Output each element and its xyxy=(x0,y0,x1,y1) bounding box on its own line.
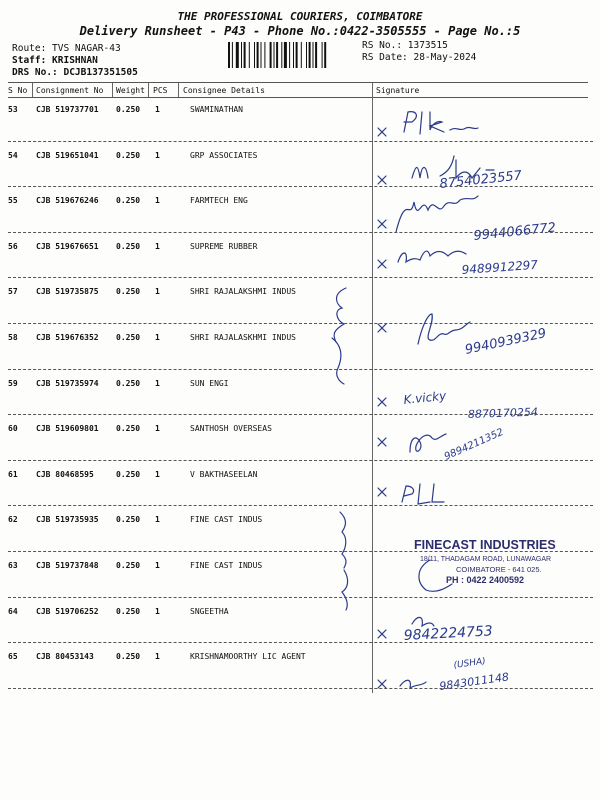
phone-54: 8754023557 xyxy=(438,168,523,192)
cell-weight: 0.250 xyxy=(116,652,141,662)
cell-sno: 62 xyxy=(8,515,18,525)
row-separator xyxy=(8,414,593,415)
cell-consignment: CJB 80468595 xyxy=(36,469,94,479)
cell-consignee: KRISHNAMOORTHY LIC AGENT xyxy=(190,652,306,662)
cell-consignment: CJB 519706252 xyxy=(36,606,99,616)
cell-consignee: FINE CAST INDUS xyxy=(190,561,263,570)
cell-weight: 0.250 xyxy=(116,561,141,570)
col-pcs: PCS xyxy=(153,86,168,95)
row-separator xyxy=(8,277,593,278)
row-separator xyxy=(8,186,593,187)
cell-pcs: 1 xyxy=(155,241,160,251)
cell-pcs: 1 xyxy=(155,561,160,570)
row-separator xyxy=(8,369,593,370)
cell-consignment: CJB 80453143 xyxy=(36,652,94,662)
stamp-company: FINECAST INDUSTRIES xyxy=(414,538,556,552)
cell-sno: 58 xyxy=(8,333,18,342)
cell-pcs: 1 xyxy=(155,606,160,616)
col-sno: S No xyxy=(8,86,28,95)
cell-weight: 0.250 xyxy=(116,196,141,206)
cell-weight: 0.250 xyxy=(116,469,141,479)
row-separator xyxy=(8,597,593,598)
cell-consignee: SHRI RAJALASKHMI INDUS xyxy=(190,333,296,342)
phone-60: 9894211352 xyxy=(442,426,506,463)
document-subtitle: Delivery Runsheet - P43 - Phone No.:0422-3505555 - Page No.:5 xyxy=(79,24,521,38)
cell-consignee: FARMTECH ENG xyxy=(190,196,248,206)
rs-date: RS Date: 28-May-2024 xyxy=(362,52,477,63)
cell-weight: 0.250 xyxy=(116,606,141,616)
cell-pcs: 1 xyxy=(155,378,160,388)
cell-consignee: SUN ENGI xyxy=(190,378,229,388)
drs-number: DRS No.: DCJB137351505 xyxy=(12,67,138,78)
col-consignment: Consignment No xyxy=(36,86,104,95)
cell-pcs: 1 xyxy=(155,652,160,662)
cell-sno: 65 xyxy=(8,652,18,662)
company-stamp xyxy=(414,538,556,585)
row-separator xyxy=(8,323,593,324)
col-weight: Weight xyxy=(116,86,145,95)
document-title: THE PROFESSIONAL COURIERS, COIMBATORE xyxy=(177,10,423,23)
cell-consignee: V BAKTHASEELAN xyxy=(190,469,258,479)
route-label: Route: TVS NAGAR-43 xyxy=(12,43,121,54)
col-consignee: Consignee Details xyxy=(183,86,265,95)
rs-number: RS No.: 1373515 xyxy=(362,40,448,51)
col-signature: Signature xyxy=(376,86,420,95)
cell-sno: 64 xyxy=(8,606,18,616)
cell-sno: 56 xyxy=(8,241,18,251)
cell-consignment: CJB 519735935 xyxy=(36,515,99,525)
cell-pcs: 1 xyxy=(155,287,160,297)
cell-consignment: CJB 519676352 xyxy=(36,333,99,342)
barcode xyxy=(228,42,356,68)
stamp-phone: PH : 0422 2400592 xyxy=(446,575,525,585)
row-separator xyxy=(8,460,593,461)
cell-pcs: 1 xyxy=(155,469,160,479)
phone-65: 9843011148 xyxy=(438,670,510,693)
cell-sno: 59 xyxy=(8,378,18,388)
cell-sno: 61 xyxy=(8,469,18,479)
cell-consignment: CJB 519651041 xyxy=(36,150,99,160)
table-header xyxy=(0,83,600,97)
row-separator xyxy=(8,551,593,552)
stamp-city: COIMBATORE - 641 025. xyxy=(456,565,542,574)
name-59: K.vicky xyxy=(402,388,447,407)
cell-consignee: GRP ASSOCIATES xyxy=(190,150,258,160)
name-65: (USHA) xyxy=(453,656,487,671)
cell-weight: 0.250 xyxy=(116,105,141,114)
cell-pcs: 1 xyxy=(155,333,160,342)
cell-consignment: CJB 519609801 xyxy=(36,424,99,434)
cell-consignee: SHRI RAJALAKSHMI INDUS xyxy=(190,287,296,297)
cell-weight: 0.250 xyxy=(116,333,141,342)
phone-56: 9489912297 xyxy=(461,257,539,277)
cell-consignment: CJB 519676246 xyxy=(36,196,99,206)
cell-sno: 54 xyxy=(8,150,18,160)
row-separator xyxy=(8,688,593,689)
cell-pcs: 1 xyxy=(155,105,160,114)
cell-sno: 63 xyxy=(8,561,18,570)
cell-pcs: 1 xyxy=(155,424,160,434)
cell-consignee: SNGEETHA xyxy=(190,606,229,616)
phone-64: 9842224753 xyxy=(403,623,494,644)
cell-pcs: 1 xyxy=(155,150,160,160)
phone-55: 9944066772 xyxy=(472,220,557,244)
staff-label: Staff: KRISHNAN xyxy=(12,55,98,66)
phone-59: 8870170254 xyxy=(467,405,539,421)
cell-sno: 55 xyxy=(8,196,18,206)
cell-sno: 60 xyxy=(8,424,18,434)
cell-weight: 0.250 xyxy=(116,424,141,434)
row-separator xyxy=(8,642,593,643)
row-separator xyxy=(8,232,593,233)
cell-consignment: CJB 519737848 xyxy=(36,561,99,570)
cell-weight: 0.250 xyxy=(116,287,141,297)
cell-sno: 57 xyxy=(8,287,18,297)
cell-weight: 0.250 xyxy=(116,241,141,251)
cell-weight: 0.250 xyxy=(116,150,141,160)
cell-consignee: SANTHOSH OVERSEAS xyxy=(190,424,272,434)
row-separator xyxy=(8,505,593,506)
cell-pcs: 1 xyxy=(155,515,160,525)
cell-consignee: FINE CAST INDUS xyxy=(190,515,263,525)
row-separator xyxy=(8,141,593,142)
cell-consignment: CJB 519737701 xyxy=(36,105,99,114)
cell-consignee: SUPREME RUBBER xyxy=(190,241,258,251)
cell-consignee: SWAMINATHAN xyxy=(190,105,243,114)
cell-consignment: CJB 519735875 xyxy=(36,287,99,297)
phone-58: 9940939329 xyxy=(463,326,548,358)
cell-weight: 0.250 xyxy=(116,378,141,388)
cell-pcs: 1 xyxy=(155,196,160,206)
cell-weight: 0.250 xyxy=(116,515,141,525)
cell-consignment: CJB 519735974 xyxy=(36,378,99,388)
stamp-address: 18/11, THADAGAM ROAD, LUNAWAGAR xyxy=(420,556,552,563)
cell-sno: 53 xyxy=(8,105,18,114)
cell-consignment: CJB 519676651 xyxy=(36,241,99,251)
